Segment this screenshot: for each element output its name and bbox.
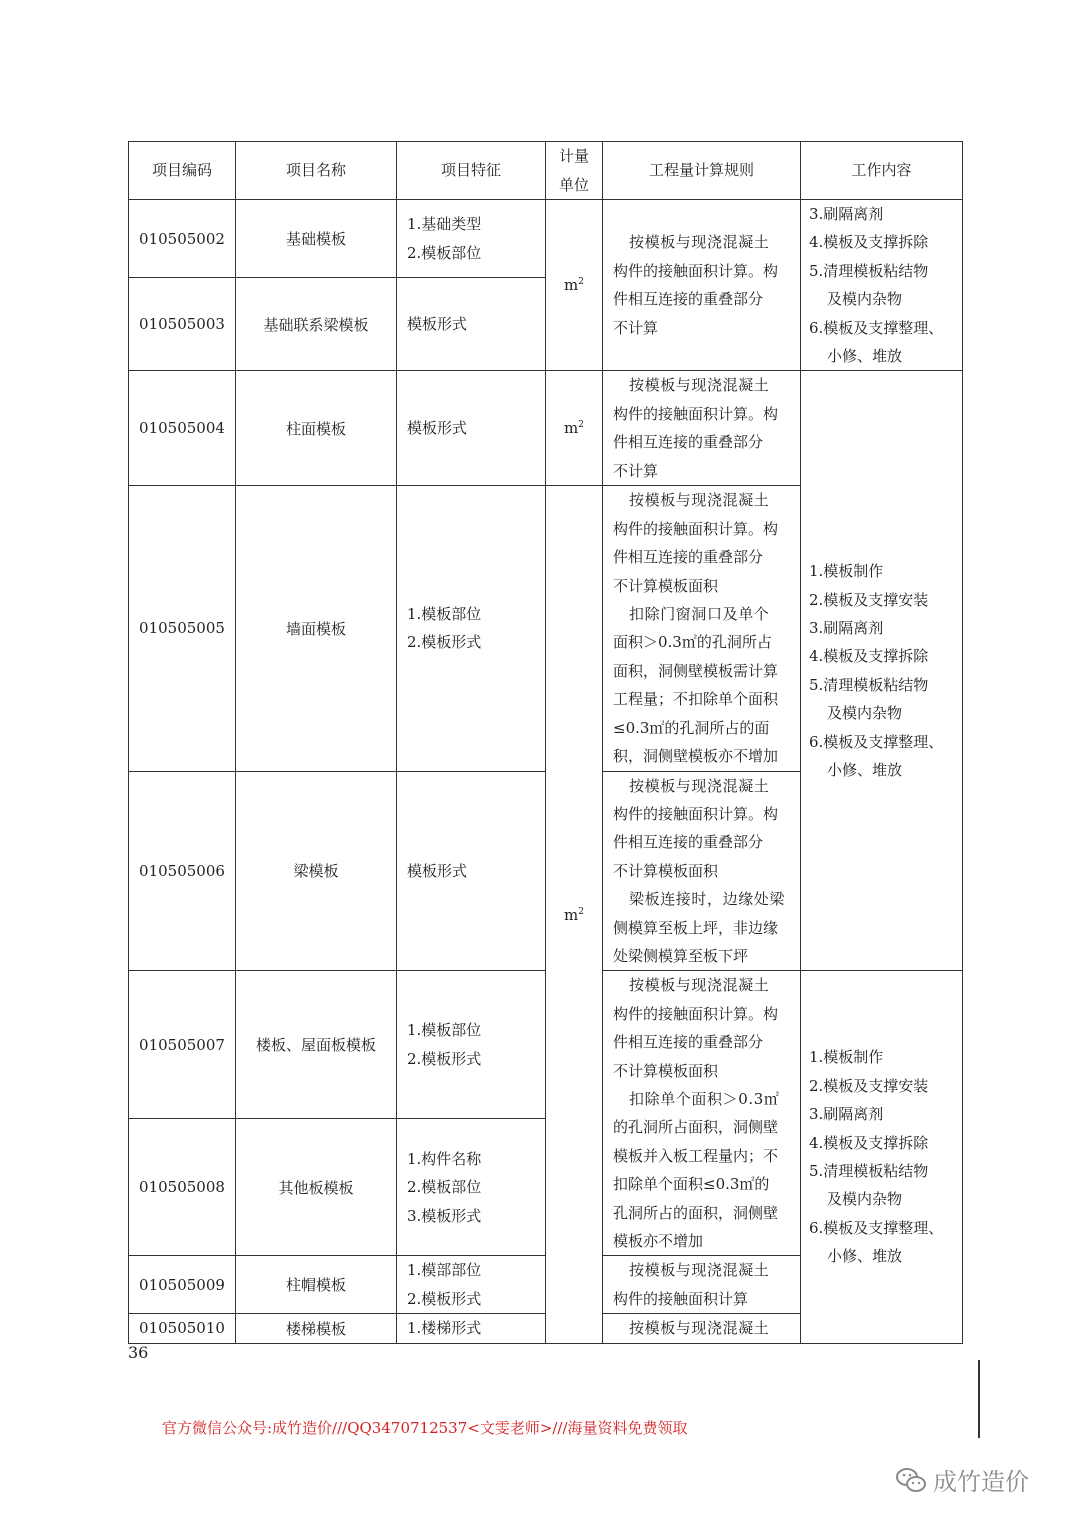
rule-cell: 按模板与现浇混凝土 构件的接触面积计算 (603, 1256, 801, 1314)
item-code: 010505008 (129, 1119, 236, 1256)
table-row (129, 200, 963, 278)
item-name: 基础模板 (236, 200, 397, 278)
header-row (129, 142, 963, 200)
item-features: 1.模板部位 2.模板形式 (397, 971, 546, 1119)
item-name: 梁模板 (236, 771, 397, 971)
rule-cell: 按模板与现浇混凝土 构件的接触面积计算。构 件相互连接的重叠部分 不计算模板面积 梁板连接时，边缘处梁 侧模算至板上坪，非边缘 处梁侧模算至板下坪 (603, 771, 801, 971)
header-features: 项目特征 (397, 142, 546, 200)
item-code: 010505004 (129, 371, 236, 486)
header-unit: 计量 单位 (546, 142, 603, 200)
page-number: 36 (128, 1343, 149, 1362)
rule-cell: 按模板与现浇混凝土 构件的接触面积计算。构 件相互连接的重叠部分 不计算 (603, 200, 801, 371)
item-code: 010505007 (129, 971, 236, 1119)
watermark-text: 成竹造价 (933, 1468, 1029, 1496)
item-name: 柱帽模板 (236, 1256, 397, 1314)
item-name: 楼梯模板 (236, 1314, 397, 1343)
item-code: 010505005 (129, 486, 236, 771)
table-row (129, 371, 963, 486)
bill-of-quantities-table (128, 141, 963, 1344)
item-features: 模板形式 (397, 771, 546, 971)
item-features: 模板形式 (397, 371, 546, 486)
margin-rule (978, 1360, 980, 1438)
unit-cell: $m^2$ (546, 486, 603, 1343)
item-name: 其他板模板 (236, 1119, 397, 1256)
rule-cell: 按模板与现浇混凝土 构件的接触面积计算。构 件相互连接的重叠部分 不计算模板面积 扣除单个面积＞0.3㎡ 的孔洞所占面积，洞侧壁 模板并入板工程量内；不 扣除单个面积≤0.3㎡的 孔洞所占的面积，洞侧壁 模板亦不增加 (603, 971, 801, 1256)
rule-cell: 按模板与现浇混凝土 构件的接触面积计算。构 件相互连接的重叠部分 不计算模板面积 扣除门窗洞口及单个 面积＞0.3㎡的孔洞所占 面积，洞侧壁模板需计算 工程量；不扣除单个面积 ≤0.3㎡的孔洞所占的面 积，洞侧壁模板亦不增加 (603, 486, 801, 771)
item-features: 1.模部部位 2.模板形式 (397, 1256, 546, 1314)
item-code: 010505006 (129, 771, 236, 971)
work-cell: 3.刷隔离剂 4.模板及支撑拆除 5.清理模板粘结物 及模内杂物 6.模板及支撑整理、 小修、堆放 (801, 200, 963, 371)
rule-cell: 按模板与现浇混凝土 构件的接触面积计算。构 件相互连接的重叠部分 不计算 (603, 371, 801, 486)
header-name: 项目名称 (236, 142, 397, 200)
item-code: 010505010 (129, 1314, 236, 1343)
header-code: 项目编码 (129, 142, 236, 200)
unit-cell: $m^2$ (546, 200, 603, 371)
item-features: 模板形式 (397, 278, 546, 371)
item-features: 1.楼梯形式 (397, 1314, 546, 1343)
item-name: 墙面模板 (236, 486, 397, 771)
wechat-icon (895, 1466, 927, 1494)
header-rule: 工程量计算规则 (603, 142, 801, 200)
item-code: 010505003 (129, 278, 236, 371)
item-code: 010505009 (129, 1256, 236, 1314)
work-cell: 1.模板制作 2.模板及支撑安装 3.刷隔离剂 4.模板及支撑拆除 5.清理模板粘结物 及模内杂物 6.模板及支撑整理、 小修、堆放 (801, 371, 963, 971)
work-cell: 1.模板制作 2.模板及支撑安装 3.刷隔离剂 4.模板及支撑拆除 5.清理模板粘结物 及模内杂物 6.模板及支撑整理、 小修、堆放 (801, 971, 963, 1343)
watermark (895, 1462, 1029, 1497)
item-code: 010505002 (129, 200, 236, 278)
item-name: 楼板、屋面板模板 (236, 971, 397, 1119)
item-name: 基础联系梁模板 (236, 278, 397, 371)
item-name: 柱面模板 (236, 371, 397, 486)
rule-cell: 按模板与现浇混凝土 (603, 1314, 801, 1343)
footer-promo-text: 官方微信公众号:成竹造价///QQ3470712537<文雯老师>///海量资料免费领取 (162, 1419, 688, 1437)
item-features: 1.构件名称 2.模板部位 3.模板形式 (397, 1119, 546, 1256)
item-features: 1.模板部位 2.模板形式 (397, 486, 546, 771)
header-work: 工作内容 (801, 142, 963, 200)
unit-cell: $m^2$ (546, 371, 603, 486)
item-features: 1.基础类型 2.模板部位 (397, 200, 546, 278)
